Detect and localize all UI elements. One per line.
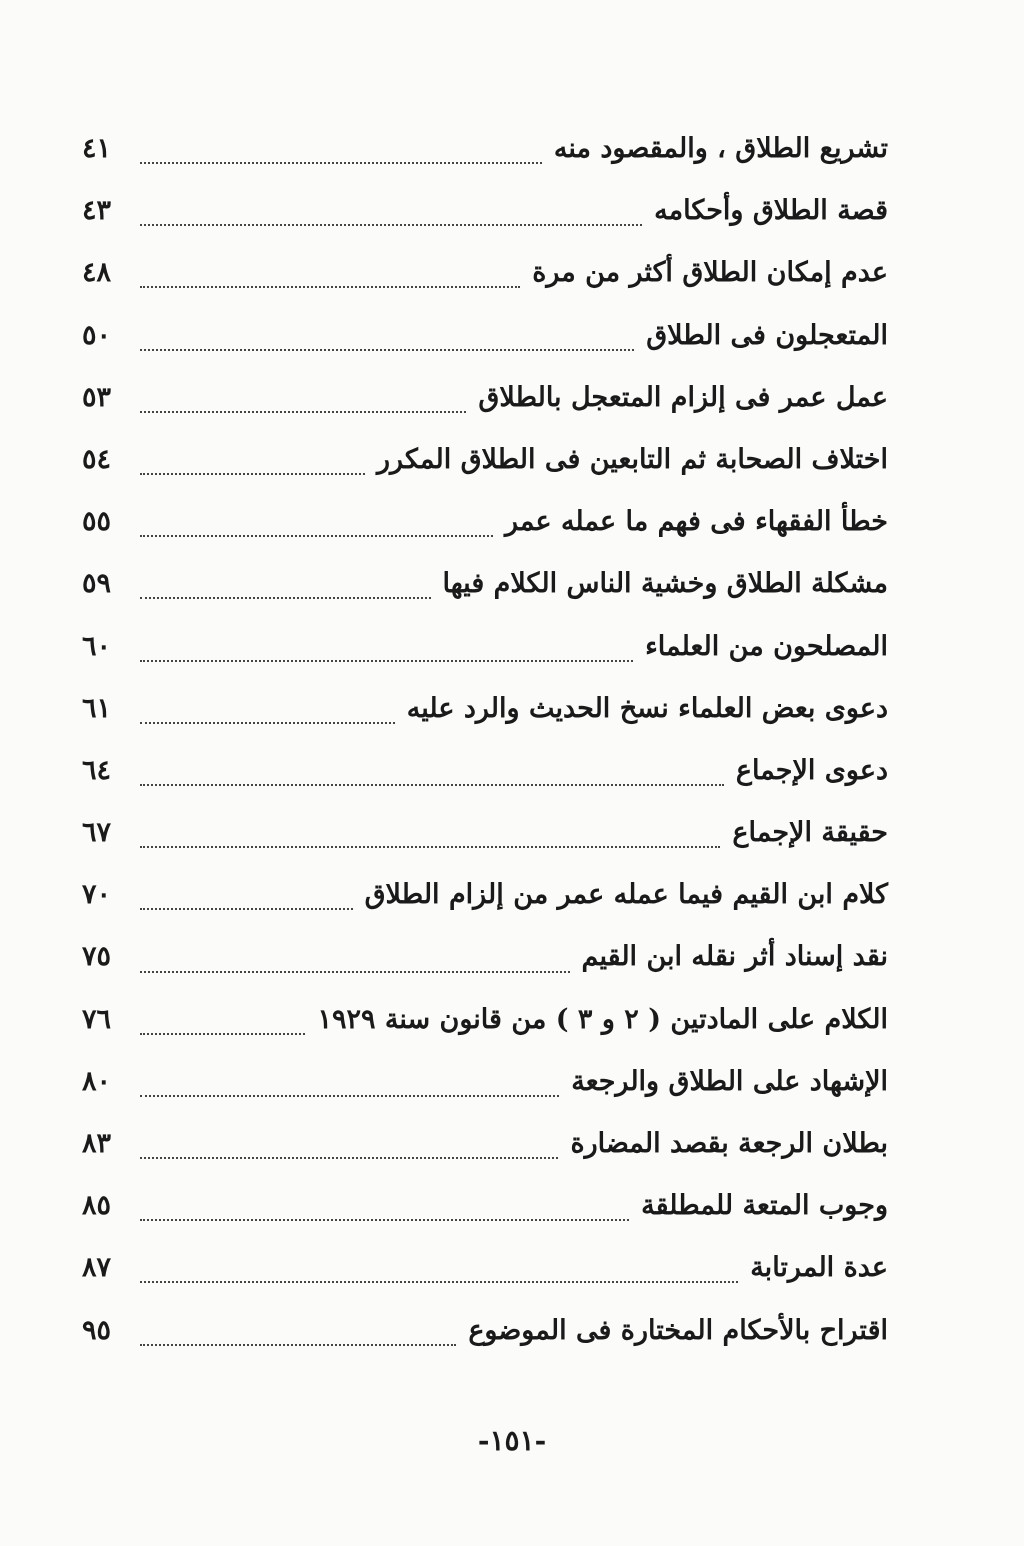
- dot-leader: [140, 846, 720, 848]
- toc-entry-title: حقيقة الإجماع: [732, 817, 888, 849]
- toc-entry: [82, 1175, 888, 1237]
- toc-entry-page: ٥٤: [82, 443, 112, 475]
- toc-entry: [82, 989, 888, 1051]
- dot-leader: [140, 535, 493, 537]
- toc-entry-page: ٨٣: [82, 1128, 112, 1159]
- toc-entry-page: ٥٠: [82, 319, 112, 351]
- dot-leader: [140, 1033, 305, 1035]
- toc-entry-page: ٧٦: [82, 1003, 112, 1035]
- toc-entry-title: كلام ابن القيم فيما عمله عمر من إلزام الطلاق: [364, 879, 888, 911]
- toc-entry-page: ٦٧: [82, 817, 112, 849]
- dot-leader: [140, 1281, 738, 1283]
- toc-entry: [82, 678, 888, 740]
- toc-entry-title: عدم إمكان الطلاق أكثر من مرة: [532, 257, 888, 289]
- toc-entry: [82, 616, 888, 678]
- toc-entry-title: اقتراح بالأحكام المختارة فى الموضوع: [468, 1314, 888, 1346]
- dot-leader: [140, 722, 395, 724]
- dot-leader: [140, 286, 520, 288]
- toc-entry-page: ٤٨: [82, 257, 112, 289]
- toc-entry: [82, 305, 888, 367]
- dot-leader: [140, 224, 642, 226]
- dot-leader: [140, 908, 353, 910]
- dot-leader: [140, 784, 724, 786]
- toc-entry-page: ٨٧: [82, 1252, 112, 1284]
- dot-leader: [140, 162, 542, 164]
- toc-entry-page: ٤١: [82, 133, 112, 164]
- toc-entry-title: نقد إسناد أثر نقله ابن القيم: [581, 941, 888, 973]
- toc-entry-page: ٤٣: [82, 195, 112, 227]
- toc-entry: [82, 926, 888, 988]
- toc-entry-title: اختلاف الصحابة ثم التابعين فى الطلاق المكرر: [377, 443, 888, 475]
- toc-entry-title: عمل عمر فى إلزام المتعجل بالطلاق: [478, 381, 888, 413]
- toc-entry: [82, 429, 888, 491]
- toc-entry-title: الكلام على المادتين ( ٢ و ٣ ) من قانون سنة ١٩٢٩: [317, 1003, 888, 1035]
- dot-leader: [140, 1157, 558, 1159]
- dot-leader: [140, 473, 365, 475]
- toc-entry-title: بطلان الرجعة بقصد المضارة: [570, 1128, 888, 1159]
- toc-entry-page: ٧٠: [82, 879, 112, 911]
- toc-entry-title: مشكلة الطلاق وخشية الناس الكلام فيها: [442, 568, 888, 600]
- dot-leader: [140, 411, 466, 413]
- dot-leader: [140, 1095, 559, 1097]
- toc-entry: [82, 491, 888, 553]
- toc-entry-page: ٥٩: [82, 568, 112, 600]
- table-of-contents: [82, 118, 888, 1362]
- toc-entry-title: خطأ الفقهاء فى فهم ما عمله عمر: [504, 506, 888, 538]
- toc-entry-title: قصة الطلاق وأحكامه: [654, 195, 888, 227]
- toc-entry-title: المتعجلون فى الطلاق: [646, 319, 888, 351]
- toc-entry: [82, 1300, 888, 1362]
- toc-entry: [82, 740, 888, 802]
- toc-entry-page: ٧٥: [82, 941, 112, 973]
- toc-entry: [82, 864, 888, 926]
- toc-entry-page: ٨٥: [82, 1190, 112, 1222]
- toc-entry-title: دعوى بعض العلماء نسخ الحديث والرد عليه: [406, 692, 888, 724]
- toc-entry: [82, 180, 888, 242]
- page-number: -١٥١-: [477, 1424, 547, 1457]
- toc-entry-title: المصلحون من العلماء: [645, 630, 888, 662]
- toc-entry: [82, 367, 888, 429]
- toc-entry-title: دعوى الإجماع: [735, 754, 888, 786]
- toc-entry-title: الإشهاد على الطلاق والرجعة: [571, 1065, 888, 1097]
- toc-entry-title: عدة المرتابة: [750, 1252, 888, 1284]
- toc-entry-page: ٥٣: [82, 381, 112, 413]
- dot-leader: [140, 1344, 456, 1346]
- toc-entry: [82, 802, 888, 864]
- dot-leader: [140, 1219, 629, 1221]
- dot-leader: [140, 971, 570, 973]
- toc-entry-title: وجوب المتعة للمطلقة: [641, 1190, 888, 1222]
- toc-entry-page: ٩٥: [82, 1314, 112, 1346]
- dot-leader: [140, 597, 431, 599]
- dot-leader: [140, 660, 633, 662]
- toc-entry-page: ٨٠: [82, 1065, 112, 1097]
- toc-entry: [82, 242, 888, 304]
- toc-entry: [82, 1051, 888, 1113]
- dot-leader: [140, 349, 634, 351]
- toc-entry-page: ٥٥: [82, 506, 112, 538]
- toc-entry-page: ٦٠: [82, 630, 112, 662]
- toc-entry-title: تشريع الطلاق ، والمقصود منه: [553, 133, 888, 164]
- toc-entry: [82, 1113, 888, 1175]
- toc-entry: [82, 553, 888, 615]
- toc-entry-page: ٦١: [82, 692, 112, 724]
- toc-entry: [82, 118, 888, 180]
- toc-entry: [82, 1237, 888, 1299]
- toc-entry-page: ٦٤: [82, 754, 112, 786]
